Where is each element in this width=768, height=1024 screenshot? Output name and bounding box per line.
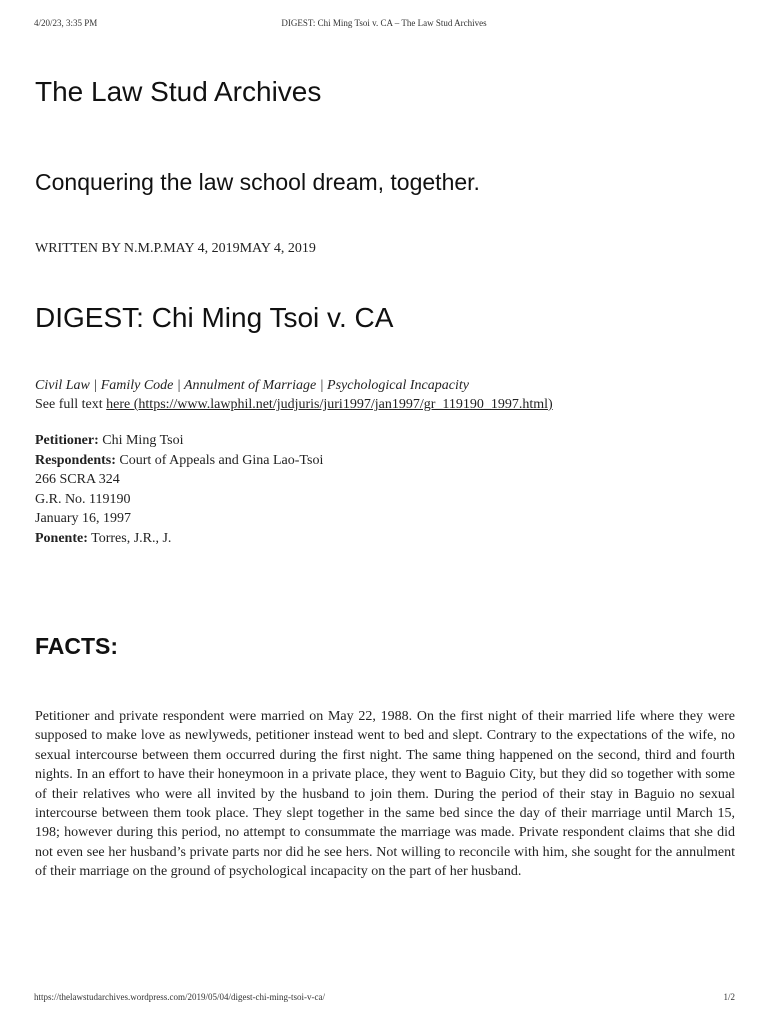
facts-paragraph: Petitioner and private respondent were married on May 22, 1988. On the first night of their married life where they were supposed to make love as newlyweds, petitioner instead went to bed and slept. Contrary to the expectations of the wife, no sexual intercourse between them occurred during the first night. The same thing happened on the second, third and fourth nights. In an effort to have their honeymoon in a private place, they went to Baguio City, but they did so together with some of their relatives who were all invited by the husband to join them. During the period of their stay in Baguio no sexual intercourse between them took place. They slept together in the same bed since the day of their marriage until March 15, 198; however during this period, no attempt to consummate the marriage was made. Private respondent claims that she did not even see her husband’s private parts nor did he see hers. Not willing to reconcile with him, she sought for the annulment of their marriage on the ground of psychological incapacity on the part of her husband. [35,709,735,880]
respondents-label: Respondents: [35,452,116,468]
print-page-title: DIGEST: Chi Ming Tsoi v. CA – The Law Stud Archives [281,18,487,28]
ponente-value: Torres, J.R., J. [87,530,172,546]
case-meta [35,431,323,549]
site-title[interactable]: The Law Stud Archives [35,76,322,107]
site-tagline: Conquering the law school dream, together. [35,169,480,195]
petitioner-value: Chi Ming Tsoi [98,433,184,448]
facts-heading: FACTS: [35,633,119,659]
print-datetime: 4/20/23, 3:35 PM [34,18,98,28]
print-page-number: 1/2 [723,992,735,1002]
ponente-label: Ponente: [35,530,88,546]
gr-number: G.R. No. 119190 [35,491,131,507]
petitioner-line [35,431,323,451]
ponente-line [35,529,323,549]
fulltext-link[interactable]: here (https://www.lawphil.net/judjuris/juri1997/jan1997/gr_119190_1997.html) [106,397,553,412]
post-categories: Civil Law | Family Code | Annulment of Marriage | Psychological Incapacity [35,378,469,393]
post-byline: WRITTEN BY N.M.P.MAY 4, 2019MAY 4, 2019 [35,241,316,256]
decision-date: January 16, 1997 [35,511,132,527]
fulltext-prefix: See full text [35,397,107,412]
scra-citation: 266 SCRA 324 [35,472,120,488]
petitioner-label: Petitioner: [35,433,99,448]
print-footer [0,992,768,1006]
print-url: https://thelawstudarchives.wordpress.com/2019/05/04/digest-chi-ming-tsoi-v-ca/ [34,992,325,1002]
respondents-value: Court of Appeals and Gina Lao-Tsoi [115,452,324,468]
respondents-line [35,451,323,471]
print-header [0,18,768,32]
fulltext-line [35,397,553,413]
post-title: DIGEST: Chi Ming Tsoi v. CA [35,302,394,333]
